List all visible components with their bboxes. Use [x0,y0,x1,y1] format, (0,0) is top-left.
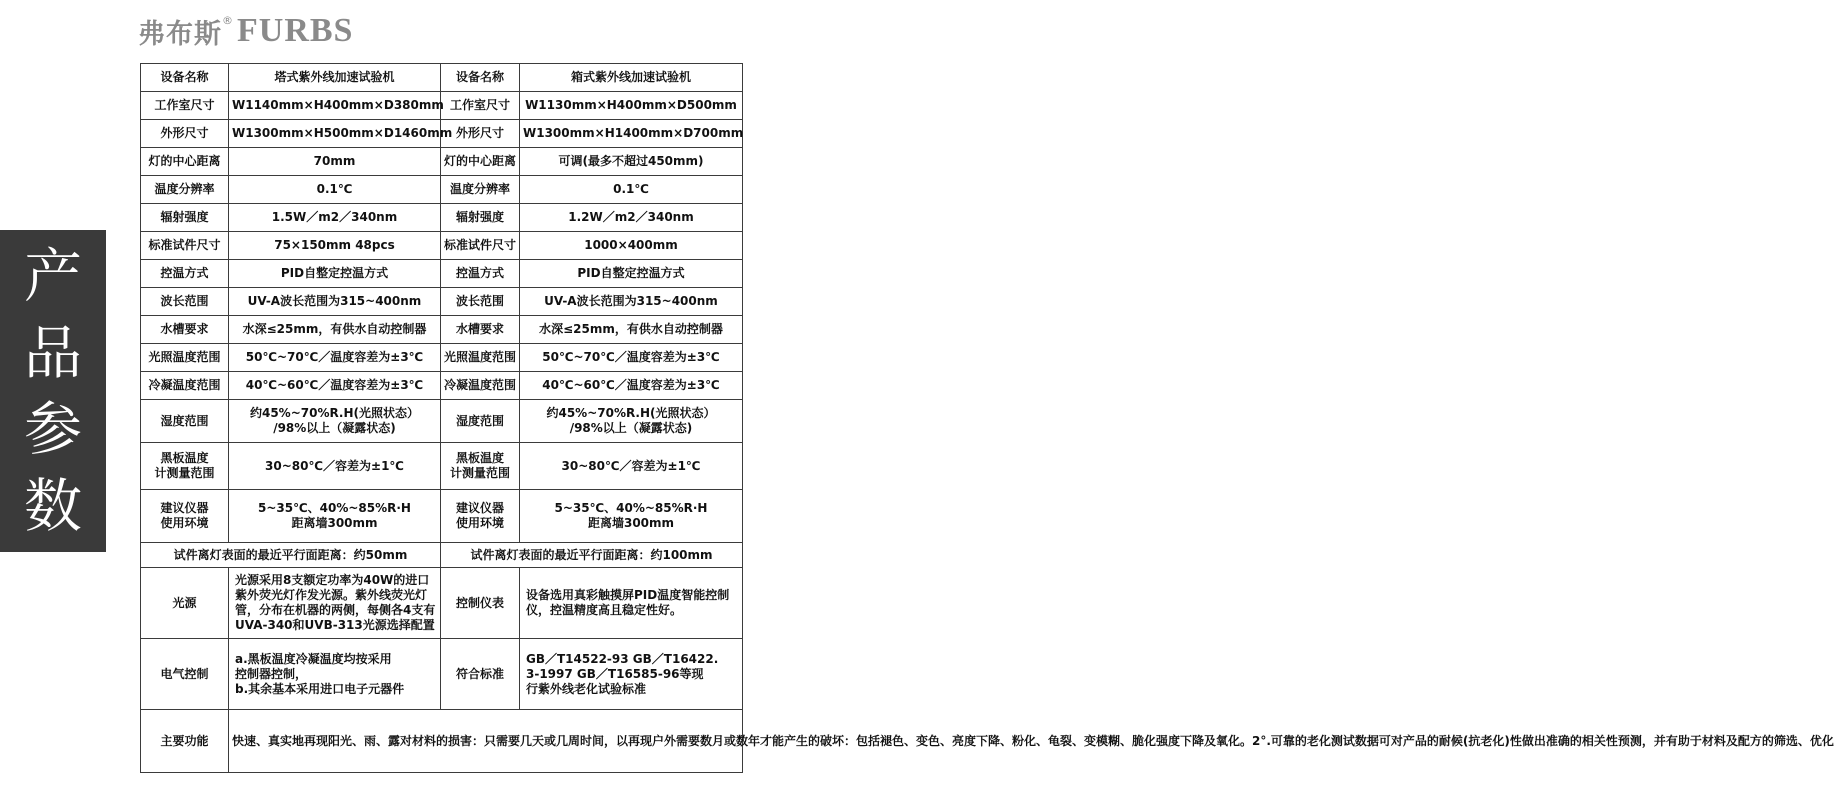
spec-label-cell: 水槽要求 [141,316,229,344]
spec-table-footer [141,543,1834,773]
spec-label-cell: 控温方式 [441,260,520,288]
brand-logo [138,8,353,54]
spec-row [141,64,743,92]
spec-value-cell: PID自整定控温方式 [229,260,441,288]
spec-value-cell: W1140mm×H400mm×D380mm [229,92,441,120]
spec-label-cell: 温度分辨率 [441,176,520,204]
spec-label-cell: 温度分辨率 [141,176,229,204]
side-title-char: 数 [23,471,82,540]
spec-row [141,288,743,316]
spec-label-cell: 工作室尺寸 [141,92,229,120]
function-label: 主要功能 [141,710,229,773]
spec-label-cell: 灯的中心距离 [141,148,229,176]
spec-label-cell: 建议仪器 使用环境 [141,490,229,543]
spec-row [141,232,743,260]
spec-label-cell: 光照温度范围 [141,344,229,372]
side-title-char: 产 [23,242,82,311]
spec-label-cell: 水槽要求 [441,316,520,344]
spec-label-cell: 控温方式 [141,260,229,288]
light-source-text: 光源采用8支额定功率为40W的进口紫外荧光灯作发光源。紫外线荧光灯管，分布在机器的两侧，每侧各4支有UVA-340和UVB-313光源选择配置 [229,568,441,639]
spec-value-cell: W1130mm×H400mm×D500mm [520,92,743,120]
spec-label-cell: 灯的中心距离 [441,148,520,176]
electric-text: a.黑板温度冷凝温度均按采用 控制器控制， b.其余基本采用进口电子元器件 [229,639,441,710]
spec-row [141,400,743,443]
spec-value-cell: 5~35℃、40%~85%R·H 距离墙300mm [229,490,441,543]
spec-table [140,63,1834,773]
spec-value-cell: 30~80℃／容差为±1℃ [520,443,743,490]
spec-label-cell: 建议仪器 使用环境 [441,490,520,543]
electric-label: 电气控制 [141,639,229,710]
spec-row [141,148,743,176]
standard-label: 符合标准 [441,639,520,710]
spec-value-cell: 50℃~70℃／温度容差为±3℃ [229,344,441,372]
spec-label-cell: 辐射强度 [441,204,520,232]
spec-row [141,204,743,232]
spec-value-cell: W1300mm×H500mm×D1460mm [229,120,441,148]
side-title-panel [0,230,106,552]
spec-row [141,176,743,204]
spec-label-cell: 波长范围 [141,288,229,316]
spec-value-cell: 水深≤25mm，有供水自动控制器 [229,316,441,344]
spec-row [141,92,743,120]
spec-label-cell: 工作室尺寸 [441,92,520,120]
spec-label-cell: 设备名称 [441,64,520,92]
spec-value-cell: 30~80℃／容差为±1℃ [229,443,441,490]
side-title-char: 参 [23,395,82,464]
spec-value-cell: 70mm [229,148,441,176]
spec-value-cell: 50℃~70℃／温度容差为±3℃ [520,344,743,372]
standard-text: GB／T14522-93 GB／T16422. 3-1997 GB／T16585-96等现 行紫外线老化试验标准 [520,639,743,710]
control-label: 控制仪表 [441,568,520,639]
spec-value-cell: UV-A波长范围为315~400nm [520,288,743,316]
spec-label-cell: 波长范围 [441,288,520,316]
registered-mark: ® [222,14,233,27]
spec-value-cell: 1.5W／m2／340nm [229,204,441,232]
spec-value-cell: 水深≤25mm，有供水自动控制器 [520,316,743,344]
spec-row [141,372,743,400]
spec-value-cell: 1.2W／m2／340nm [520,204,743,232]
spec-label-cell: 光照温度范围 [441,344,520,372]
spec-value-cell: 约45%~70%R.H(光照状态） /98%以上（凝露状态) [229,400,441,443]
side-title-char: 品 [23,318,82,387]
distance-right: 试件离灯表面的最近平行面距离：约100mm [441,543,743,568]
spec-row [141,443,743,490]
function-text: 快速、真实地再现阳光、雨、露对材料的损害：只需要几天或几周时间，以再现户外需要数月或数年才能产生的破坏：包括褪色、变色、亮度下降、粉化、龟裂、变模糊、脆化强度下降及氧化。2°.可靠的老化测试数据可对产品的耐候(抗老化)性做出准确的相关性预测，并有助于材料及配方的筛选、优化 [229,710,743,773]
control-text: 设备选用真彩触摸屏PID温度智能控制仪，控温精度高且稳定性好。 [520,568,743,639]
spec-label-cell: 冷凝温度范围 [441,372,520,400]
spec-value-cell: 塔式紫外线加速试验机 [229,64,441,92]
spec-value-cell: 75×150mm 48pcs [229,232,441,260]
spec-value-cell: UV-A波长范围为315~400nm [229,288,441,316]
distance-left: 试件离灯表面的最近平行面距离：约50mm [141,543,441,568]
spec-label-cell: 湿度范围 [141,400,229,443]
spec-value-cell: 5~35℃、40%~85%R·H 距离墙300mm [520,490,743,543]
spec-value-cell: 0.1℃ [229,176,441,204]
spec-label-cell: 外形尺寸 [141,120,229,148]
spec-value-cell: 40℃~60℃／温度容差为±3℃ [229,372,441,400]
spec-table-body [141,64,743,543]
spec-label-cell: 标准试件尺寸 [141,232,229,260]
spec-value-cell: 1000×400mm [520,232,743,260]
spec-row [141,260,743,288]
spec-label-cell: 外形尺寸 [441,120,520,148]
spec-row [141,490,743,543]
spec-row [141,344,743,372]
spec-label-cell: 辐射强度 [141,204,229,232]
spec-sheet [140,63,1834,800]
spec-value-cell: 箱式紫外线加速试验机 [520,64,743,92]
spec-label-cell: 黑板温度 计测量范围 [441,443,520,490]
spec-row [141,316,743,344]
spec-label-cell: 湿度范围 [441,400,520,443]
spec-label-cell: 黑板温度 计测量范围 [141,443,229,490]
spec-value-cell: 可调(最多不超过450mm) [520,148,743,176]
spec-value-cell: 0.1℃ [520,176,743,204]
brand-name-cn: 弗布斯 [138,18,222,50]
spec-value-cell: W1300mm×H1400mm×D700mm [520,120,743,148]
spec-row [141,120,743,148]
spec-label-cell: 标准试件尺寸 [441,232,520,260]
spec-value-cell: 约45%~70%R.H(光照状态） /98%以上（凝露状态) [520,400,743,443]
brand-name-en: FURBS [237,12,354,49]
spec-value-cell: PID自整定控温方式 [520,260,743,288]
light-source-label: 光源 [141,568,229,639]
spec-label-cell: 设备名称 [141,64,229,92]
spec-value-cell: 40℃~60℃／温度容差为±3℃ [520,372,743,400]
spec-label-cell: 冷凝温度范围 [141,372,229,400]
